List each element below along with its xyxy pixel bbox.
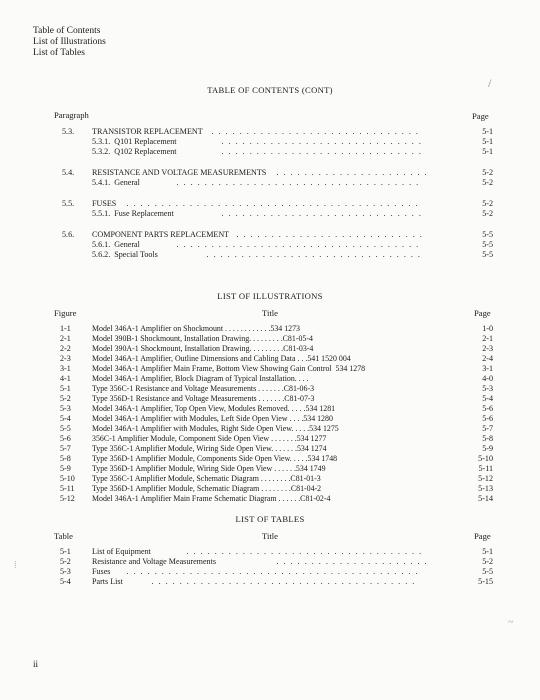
figure-page-number: 5-6 [482, 414, 493, 423]
figure-number: 2-3 [60, 354, 71, 363]
figure-title: Type 356D-1 Amplifier Module, Schematic Diagram . . . . . . . .C81-04-2 [92, 484, 322, 493]
toc-page-number: 5-5 [482, 230, 493, 239]
toc-page-number: 5-2 [482, 199, 493, 208]
leader-dots: . . . . . . . . . . . . . . . . . . . . . . . . . . . . . . . [203, 250, 422, 259]
toc-entry-title: 5.3.1. Q101 Replacement [92, 137, 177, 146]
figure-title: Model 346A-1 Amplifier Main Frame Schematic Diagram . . . . . .C81-02-4 [92, 494, 331, 503]
leader-dots: . . . . . . . . . . . . . . . . . . . . . . . . . . . . . . . . . . . . . . . . . . [123, 567, 419, 576]
figure-page-number: 5-6 [482, 404, 493, 413]
table-number: 5-4 [60, 577, 71, 586]
figure-page-number: 5-3 [482, 384, 493, 393]
figure-page-number: 2-4 [482, 354, 493, 363]
toc-entry-title: 5.3.2. Q102 Replacement [92, 147, 177, 156]
figure-title: Model 346A-1 Amplifier, Outline Dimensions and Cabling Data . . .541 1520 004 [92, 354, 351, 363]
figure-page-number: 5-12 [478, 474, 493, 483]
figure-number: 2-1 [60, 334, 71, 343]
toc-col-page: Page [472, 111, 489, 121]
figure-page-number: 5-10 [478, 454, 493, 463]
figure-number: 4-1 [60, 374, 71, 383]
toc-col-paragraph: Paragraph [54, 110, 89, 120]
toc-entry-title: 5.6.1. General [92, 240, 140, 249]
figure-page-number: 5-11 [478, 464, 493, 473]
table-title: Resistance and Voltage Measurements [92, 557, 216, 566]
toc-paragraph-number: 5.5. [62, 199, 75, 208]
figure-title: Type 356D-1 Amplifier Module, Components Side Open View. . . . .534 1748 [92, 454, 338, 463]
figure-title: Model 390B-1 Shockmount, Installation Drawing. . . . . . . . .C81-05-4 [92, 334, 313, 343]
scan-mark: ~ [508, 617, 514, 628]
leader-dots: . . . . . . . . . . . . . . . . . . . . . . [273, 557, 429, 566]
toc-entry-title: 5.5.1. Fuse Replacement [92, 209, 174, 218]
figure-page-number: 5-4 [482, 394, 493, 403]
toc-page-number: 5-5 [482, 250, 493, 259]
leader-dots: . . . . . . . . . . . . . . . . . . . . . . . . . . . . . . . . . . . [173, 178, 420, 187]
leader-dots: . . . . . . . . . . . . . . . . . . . . . . . . . . . . . . . . . . . . . . . . . . [123, 199, 419, 208]
figure-page-number: 5-13 [478, 484, 493, 493]
scan-mark: / [488, 76, 492, 90]
table-page-number: 5-5 [482, 567, 493, 576]
toc-page-number: 5-2 [482, 178, 493, 187]
figure-page-number: 2-1 [482, 334, 493, 343]
table-page-number: 5-1 [482, 547, 493, 556]
toc-paragraph-number: 5.6. [62, 230, 75, 239]
leader-dots: . . . . . . . . . . . . . . . . . . . . . . . . . . . [233, 230, 424, 239]
leader-dots: . . . . . . . . . . . . . . . . . . . . . . . . . . . . . . . . . . [183, 547, 423, 556]
figure-title: Type 356D-1 Resistance and Voltage Measurements . . . . . . .C81-07-3 [92, 394, 315, 403]
figure-title: Type 356C-1 Amplifier Module, Wiring Side Open View. . . . . . .534 1274 [92, 444, 327, 453]
toc-page-number: 5-2 [482, 209, 493, 218]
toc-page-number: 5-5 [482, 240, 493, 249]
toc-entry-title: TRANSISTOR REPLACEMENT [92, 127, 203, 136]
figure-title: Type 356C-1 Resistance and Voltage Measurements . . . . . . .C81-06-3 [92, 384, 315, 393]
figure-page-number: 3-1 [482, 364, 493, 373]
figure-page-number: 5-14 [478, 494, 493, 503]
toc-paragraph-number: 5.3. [62, 127, 75, 136]
table-page-number: 5-2 [482, 557, 493, 566]
figure-number: 5-8 [60, 454, 71, 463]
toc-title: TABLE OF CONTENTS (CONT) [207, 85, 333, 95]
toc-page-number: 5-1 [482, 137, 493, 146]
figure-number: 5-4 [60, 414, 71, 423]
leader-dots: . . . . . . . . . . . . . . . . . . . . . . . . . . . . . [218, 137, 423, 146]
scan-mark: ⁞ [14, 560, 17, 571]
table-page-number: 5-15 [478, 577, 493, 586]
figure-page-number: 5-8 [482, 434, 493, 443]
figure-title: Model 346A-1 Amplifier on Shockmount . . . . . . . . . . . .534 1273 [92, 324, 300, 333]
table-title: List of Equipment [92, 547, 151, 556]
nav-link-table-of-contents[interactable]: Table of Contents [33, 26, 101, 36]
figure-title: Type 356C-1 Amplifier Module, Schematic Diagram . . . . . . . .C81-01-3 [92, 474, 321, 483]
figure-title: 356C-1 Amplifier Module, Component Side Open View . . . . . . .534 1277 [92, 434, 327, 443]
nav-link-list-of-illustrations[interactable]: List of Illustrations [33, 37, 106, 47]
table-number: 5-3 [60, 567, 71, 576]
figure-page-number: 1-0 [482, 324, 493, 333]
figure-title: Model 346A-1 Amplifier, Block Diagram of Typical Installation. . . . [92, 374, 309, 383]
page-number: ii [33, 659, 39, 669]
figure-number: 3-1 [60, 364, 71, 373]
leader-dots: . . . . . . . . . . . . . . . . . . . . . . . . . . . . . . [208, 127, 420, 136]
figure-number: 5-5 [60, 424, 71, 433]
leader-dots: . . . . . . . . . . . . . . . . . . . . . . . . . . . . . . . . . . . [173, 240, 420, 249]
table-title: Parts List [92, 577, 123, 586]
figure-number: 5-1 [60, 384, 71, 393]
figure-number: 5-10 [60, 474, 75, 483]
figure-number: 5-11 [60, 484, 75, 493]
tables-col-table: Table [54, 531, 73, 541]
figure-page-number: 5-7 [482, 424, 493, 433]
toc-entry-title: RESISTANCE AND VOLTAGE MEASUREMENTS [92, 168, 267, 177]
illustrations-col-page: Page [474, 308, 491, 318]
figure-page-number: 4-0 [482, 374, 493, 383]
table-number: 5-2 [60, 557, 71, 566]
tables-col-page: Page [474, 531, 491, 541]
toc-entry-title: 5.4.1. General [92, 178, 140, 187]
leader-dots: . . . . . . . . . . . . . . . . . . . . . . . . . . . . . [218, 209, 423, 218]
figure-number: 5-9 [60, 464, 71, 473]
illustrations-title: LIST OF ILLUSTRATIONS [217, 291, 323, 301]
document-nav [33, 26, 106, 59]
figure-title: Model 346A-1 Amplifier with Modules, Right Side Open View. . . . .534 1275 [92, 424, 339, 433]
toc-entry-title: FUSES [92, 199, 117, 208]
tables-col-title: Title [262, 531, 278, 541]
figure-page-number: 2-3 [482, 344, 493, 353]
nav-link-list-of-tables[interactable]: List of Tables [33, 48, 85, 58]
leader-dots: . . . . . . . . . . . . . . . . . . . . . . . . . . . . . . . . . . . . . . [148, 577, 416, 586]
figure-title: Model 346A-1 Amplifier Main Frame, Bottom View Showing Gain Control 534 1278 [92, 364, 366, 373]
toc-entry-title: COMPONENT PARTS REPLACEMENT [92, 230, 230, 239]
leader-dots: . . . . . . . . . . . . . . . . . . . . . . . . . . . . . [218, 147, 423, 156]
table-number: 5-1 [60, 547, 71, 556]
figure-title: Model 346A-1 Amplifier, Top Open View, Modules Removed. . . . .534 1281 [92, 404, 336, 413]
figure-number: 2-2 [60, 344, 71, 353]
illustrations-col-title: Title [262, 308, 278, 318]
tables-title: LIST OF TABLES [235, 514, 305, 524]
figure-number: 5-7 [60, 444, 71, 453]
figure-number: 5-12 [60, 494, 75, 503]
figure-number: 5-6 [60, 434, 71, 443]
toc-paragraph-number: 5.4. [62, 168, 75, 177]
figure-number: 5-3 [60, 404, 71, 413]
figure-title: Type 356D-1 Amplifier Module, Wiring Side Open View . . . . . .534 1749 [92, 464, 326, 473]
table-title: Fuses [92, 567, 111, 576]
illustrations-col-figure: Figure [54, 308, 77, 318]
figure-page-number: 5-9 [482, 444, 493, 453]
toc-page-number: 5-2 [482, 168, 493, 177]
toc-page-number: 5-1 [482, 147, 493, 156]
figure-title: Model 346A-1 Amplifier with Modules, Left Side Open View . . . .534 1280 [92, 414, 333, 423]
toc-page-number: 5-1 [482, 127, 493, 136]
toc-entry-title: 5.6.2. Special Tools [92, 250, 158, 259]
leader-dots: . . . . . . . . . . . . . . . . . . . . . . [273, 168, 429, 177]
figure-title: Model 390A-1 Shockmount, Installation Drawing. . . . . . . . .C81-03-4 [92, 344, 314, 353]
figure-number: 1-1 [60, 324, 71, 333]
figure-number: 5-2 [60, 394, 71, 403]
